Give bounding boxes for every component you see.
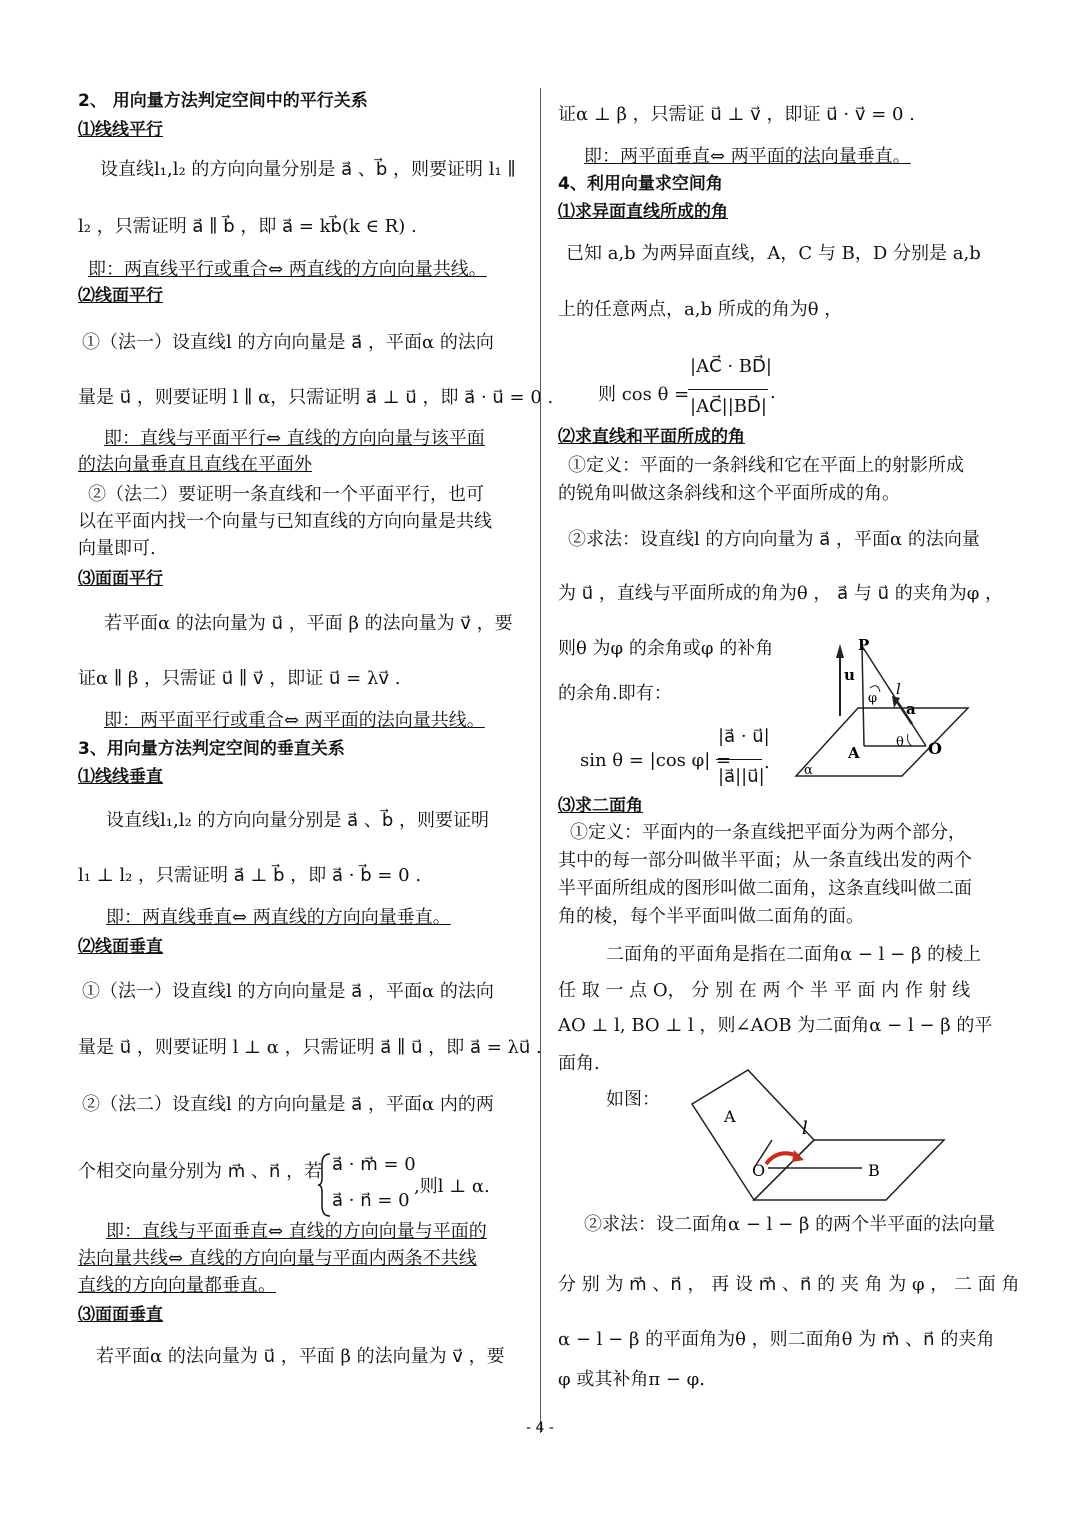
line-plane-angle-figure [790, 636, 980, 786]
label-theta: θ [896, 735, 904, 750]
text-line: 向量即可. [78, 538, 156, 559]
text-line: 已知 a,b 为两异面直线，A，C 与 B，D 分别是 a,b [566, 243, 981, 264]
text-line: 个相交向量分别为 m⃗ 、n⃗ ，若 [78, 1161, 323, 1182]
label-P: P [858, 636, 870, 654]
text-line: 证α ⊥ β ，只需证 u⃗ ⊥ v⃗ ，即证 u⃗ · v⃗ = 0 . [558, 104, 915, 125]
text-line: 即：直线与平面垂直⇔ 直线的方向向量与平面的 [106, 1221, 487, 1242]
text-line: α − l − β 的平面角为θ ，则二面角θ 为 m⃗ 、n⃗ 的夹角 [558, 1329, 995, 1350]
text-line: 二面角的平面角是指在二面角α − l − β 的棱上 [606, 944, 982, 965]
text-line: 即：两平面垂直⇔ 两平面的法向量垂直。 [584, 146, 911, 167]
label-alpha: α [804, 763, 813, 778]
text-line: l₁ ⊥ l₂ ，只需证明 a⃗ ⊥ b⃗ ，即 a⃗ · b⃗ = 0 . [78, 865, 422, 886]
label-O: O [928, 739, 942, 758]
label-O2: O [752, 1161, 766, 1180]
subsection-heading: ⑴线线平行 [78, 120, 163, 140]
text-line: ①（法一）设直线l 的方向向量是 a⃗ ，平面α 的法向 [82, 981, 494, 1002]
sin-fraction-bar [716, 759, 762, 760]
text-line: 半平面所组成的图形叫做二面角，这条直线叫做二面 [558, 878, 972, 899]
text-line: 上的任意两点，a,b 所成的角为θ ， [558, 299, 843, 320]
subsection-heading: ⑴线线垂直 [78, 767, 163, 787]
text-line: 的锐角叫做这条斜线和这个平面所成的角。 [558, 483, 900, 504]
cos-period: . [770, 382, 776, 403]
subsection-heading: ⑴求异面直线所成的角 [558, 202, 728, 222]
system-line-1: a⃗ · m⃗ = 0 [332, 1154, 416, 1175]
text-line: φ 或其补角π − φ. [558, 1369, 706, 1390]
text-line: 如图： [606, 1089, 660, 1110]
label-A: A [848, 744, 860, 762]
section-heading: 3、用向量方法判定空间的垂直关系 [78, 739, 345, 759]
label-a: a [906, 700, 916, 718]
text-line: 直线的方向向量都垂直。 [78, 1275, 276, 1296]
text-line: 以在平面内找一个向量与已知直线的方向向量是共线 [78, 511, 492, 532]
cos-numerator: |AC⃗ · BD⃗| [690, 356, 772, 377]
label-u: u [844, 666, 855, 684]
text-line: 任 取 一 点 O， 分 别 在 两 个 半 平 面 内 作 射 线 [558, 980, 971, 1001]
text-line: 即：两直线垂直⇔ 两直线的方向向量垂直。 [106, 907, 451, 928]
label-A2: A [724, 1107, 736, 1126]
text-line: 的法向量垂直且直线在平面外 [78, 454, 312, 475]
subsection-heading: ⑵求直线和平面所成的角 [558, 427, 745, 447]
text-line: l₂ ，只需证明 a⃗ ∥ b⃗ ，即 a⃗ = kb⃗(k ∈ R) . [78, 216, 417, 237]
column-divider [540, 88, 541, 1433]
subsection-heading: ⑶求二面角 [558, 796, 643, 816]
page-number: - 4 - [526, 1420, 554, 1436]
label-l: l [896, 680, 901, 698]
sin-period: . [764, 752, 770, 773]
sin-formula [580, 722, 800, 802]
label-phi: φ [868, 691, 878, 706]
text-line: 即：直线与平面平行⇔ 直线的方向向量与该平面 [104, 428, 485, 449]
section-heading: 4、利用向量求空间角 [558, 174, 723, 194]
subsection-heading: ⑶面面垂直 [78, 1305, 163, 1325]
text-line: ②（法二）设直线l 的方向向量是 a⃗ ，平面α 内的两 [82, 1094, 494, 1115]
text-line: 角的棱，每个半平面叫做二面角的面。 [558, 906, 864, 927]
text-line: 证α ∥ β ，只需证 u⃗ ∥ v⃗ ，即证 u⃗ = λv⃗ . [78, 668, 401, 689]
text-line: 面角. [558, 1053, 600, 1074]
subsection-heading: ⑵线面垂直 [78, 937, 163, 957]
subsection-heading: ⑵线面平行 [78, 286, 163, 306]
cos-denominator: |AC⃗||BD⃗| [690, 396, 767, 417]
text-line: ①（法一）设直线l 的方向向量是 a⃗ ，平面α 的法向 [82, 332, 494, 353]
text-line: ②求法：设二面角α − l − β 的两个半平面的法向量 [584, 1214, 996, 1235]
label-l2: l [802, 1118, 808, 1139]
system-conclusion: ,则l ⊥ α. [414, 1176, 490, 1197]
text-line: 量是 u⃗ ，则要证明 l ⊥ α ，只需证明 a⃗ ∥ u⃗ ，即 a⃗ = λu⃗ . [78, 1037, 542, 1058]
sin-denominator: |a⃗||u⃗| [718, 766, 765, 787]
text-line: 量是 u⃗ ，则要证明 l ∥ α，只需证明 a⃗ ⊥ u⃗ ，即 a⃗ · u⃗ = 0 . [78, 387, 554, 408]
section-heading: 2、 用向量方法判定空间中的平行关系 [78, 91, 368, 111]
equation-system [318, 1150, 518, 1220]
dihedral-angle-figure [690, 1068, 950, 1208]
text-line: 的余角.即有： [558, 683, 672, 704]
text-line: 若平面α 的法向量为 u⃗ ，平面 β 的法向量为 v⃗ ，要 [104, 613, 513, 634]
text-line: ②求法：设直线l 的方向向量为 a⃗ ，平面α 的法向量 [568, 529, 980, 550]
cos-formula [598, 352, 838, 432]
text-line: 设直线l₁,l₂ 的方向向量分别是 a⃗ 、b⃗ ，则要证明 [106, 810, 490, 831]
subsection-heading: ⑶面面平行 [78, 569, 163, 589]
text-line: ①定义：平面的一条斜线和它在平面上的射影所成 [568, 455, 964, 476]
sin-numerator: |a⃗ · u⃗| [718, 726, 770, 747]
text-line: 则θ 为φ 的余角或φ 的补角 [558, 638, 774, 659]
text-line: 分 别 为 m⃗ 、n⃗ ， 再 设 m⃗ 、n⃗ 的 夹 角 为 φ ， 二 面 角 [558, 1274, 1020, 1295]
text-line: ①定义：平面内的一条直线把平面分为两个部分， [570, 822, 966, 843]
text-line: 法向量共线⇔ 直线的方向向量与平面内两条不共线 [78, 1248, 477, 1269]
text-line: 即：两平面平行或重合⇔ 两平面的法向量共线。 [104, 710, 485, 731]
cos-fraction-bar [688, 389, 768, 390]
text-line: 其中的每一部分叫做半平面；从一条直线出发的两个 [558, 850, 972, 871]
sin-prefix: sin θ = |cos φ| = [580, 750, 732, 771]
system-line-2: a⃗ · n⃗ = 0 [332, 1190, 410, 1211]
text-line: 为 u⃗ ，直线与平面所成的角为θ ， a⃗ 与 u⃗ 的夹角为φ ， [558, 583, 1004, 604]
label-B2: B [868, 1161, 880, 1180]
text-line: ②（法二）要证明一条直线和一个平面平行，也可 [88, 484, 484, 505]
cos-prefix: 则 cos θ = [598, 384, 690, 405]
text-line: AO ⊥ l, BO ⊥ l ，则∠AOB 为二面角α − l − β 的平 [558, 1015, 993, 1036]
text-line: 即：两直线平行或重合⇔ 两直线的方向向量共线。 [88, 259, 487, 280]
text-line: 设直线l₁,l₂ 的方向向量分别是 a⃗ 、b⃗ ，则要证明 l₁ ∥ [100, 159, 516, 180]
text-line: 若平面α 的法向量为 u⃗ ，平面 β 的法向量为 v⃗ ，要 [96, 1346, 505, 1367]
